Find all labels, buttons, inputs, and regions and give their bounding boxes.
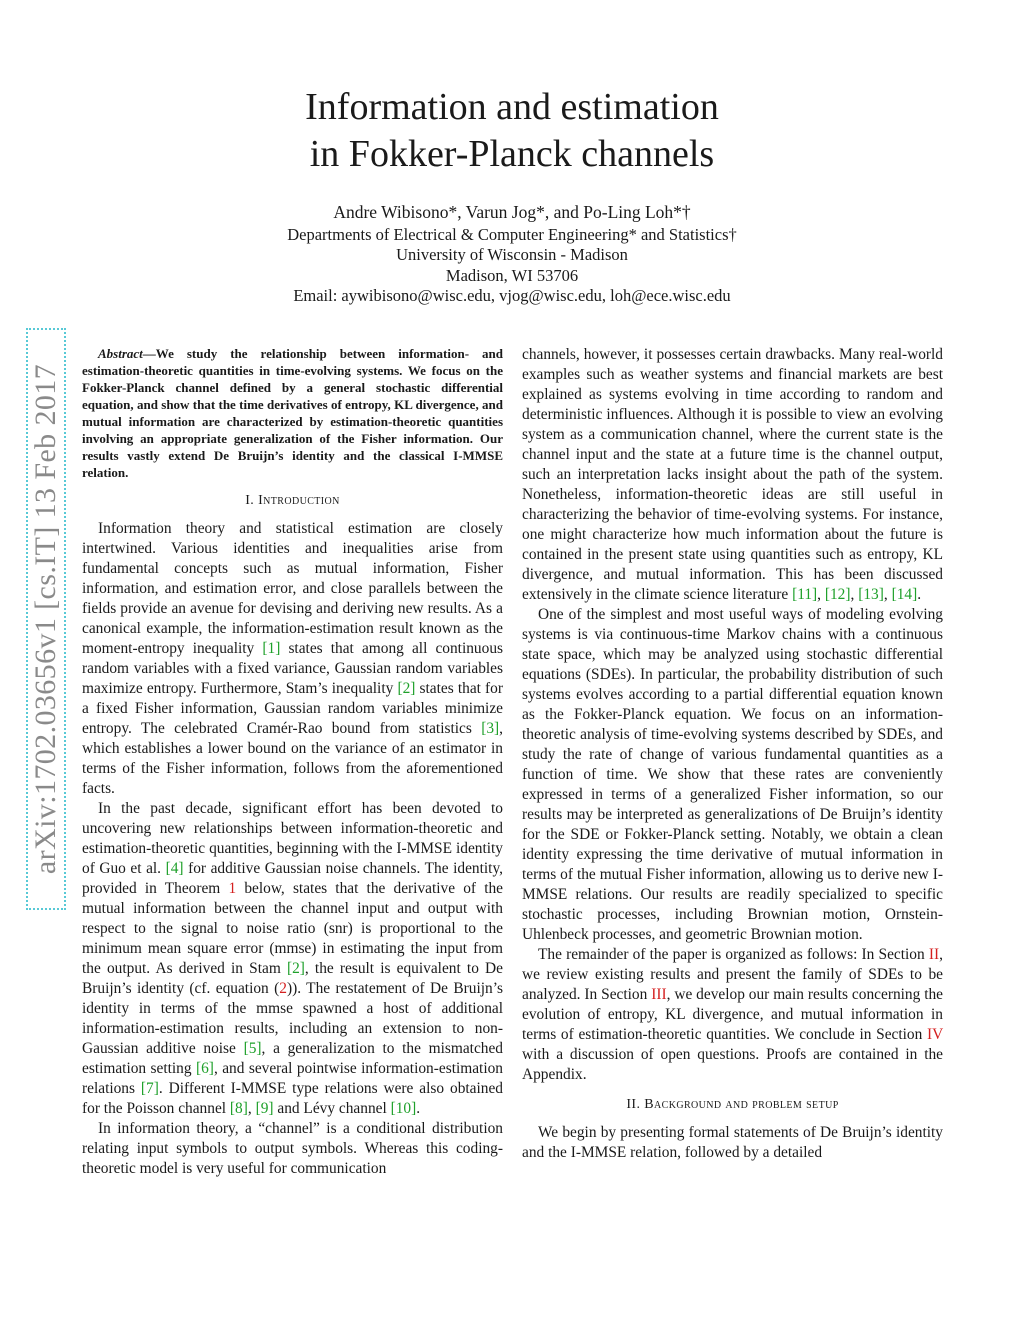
author-email: Email: aywibisono@wisc.edu, vjog@wisc.edu, loh@ece.wisc.edu [293,286,731,305]
section-link[interactable]: II [928,946,940,963]
intro-paragraph-3-continued: channels, however, it possesses certain drawbacks. Many real-world examples such as weather systems and financial markets are best explained as systems evolving in time according to random and deterministic influences. Although it is possible to view an evolving system as a communication channel, where the current state is the channel input and the state at a future time is the channel output, such an interpretation lacks insight about the path of the system. Nonetheless, information-theoretic ideas are still useful in characterizing the behavior of time-evolving systems. For instance, one might characterize how much information about the future is contained in the present state using quantities such as entropy, KL divergence, and mutual information. This has been discussed extensively in the climate science literature [11], [12], [13], [14]. [522,346,943,603]
citation-link[interactable]: [8] [229,1100,248,1117]
intro-paragraph-3: In information theory, a “channel” is a conditional distribution relating input symbols to output symbols. Whereas this coding-theoretic model is very useful for communication [82,1120,503,1177]
intro-paragraph-4: One of the simplest and most useful ways of modeling evolving systems is via continuous-time Markov chains with a continuous state space, which may be analyzed using stochastic differential equations (SDEs). In particular, the probability distribution of such systems evolves according to a partial differential equation known as the Fokker-Planck equation. We focus on an information-theoretic analysis of time-evolving systems described by SDEs, and study the rate of change of various fundamental quantities as a function of time. We show that these rates are conveniently expressed in terms of a generalized Fisher information, so our results may be interpreted as generalizations of De Bruijn’s identity for the SDE or Fokker-Planck setting. Notably, we obtain a clean identity expressing the time derivative of mutual information in terms of the mutual Fisher information, allowing us to derive new I-MMSE relations. Our results are readily specialized to specific stochastic processes, including Brownian motion, Ornstein-Uhlenbeck processes, and geometric Brownian motion. [522,606,943,943]
left-column [82,345,503,1179]
citation-link[interactable]: [11] [792,586,818,603]
equation-link[interactable]: 2 [279,980,287,997]
paper-title [0,84,1024,178]
citation-link[interactable]: [9] [255,1100,274,1117]
citation-link[interactable]: [1] [262,640,281,657]
intro-paragraph-1: Information theory and statistical estimation are closely intertwined. Various identities and inequalities arise from fundamental concepts such as mutual information, Fisher information, and estimation error, and close parallels between the fields provide an avenue for devising and deriving new results. As a canonical example, the information-estimation result known as the moment-entropy inequality [1] states that among all continuous random variables with a fixed variance, Gaussian random variables maximize entropy. Furthermore, Stam’s inequality [2] states that for a fixed Fisher information, Gaussian random variables minimize entropy. The celebrated Cramér-Rao bound from statistics [3], which establishes a lower bound on the variance of an estimator in terms of the Fisher information, follows from the aforementioned facts. [82,520,504,797]
abstract [82,345,503,481]
author-affiliation: Departments of Electrical & Computer Engineering* and Statistics† [287,224,737,244]
right-column [522,345,943,1163]
background-paragraph-1: We begin by presenting formal statements of De Bruijn’s identity and the I-MMSE relation, followed by a detailed [522,1124,943,1161]
section-link[interactable]: IV [927,1026,943,1043]
citation-link[interactable]: [10] [390,1100,417,1117]
citation-link[interactable]: [12] [824,586,851,603]
abstract-label: Abstract [98,346,143,361]
author-address: Madison, WI 53706 [445,265,579,285]
arxiv-stamp[interactable] [26,328,66,910]
author-university: University of Wisconsin - Madison [396,245,628,264]
author-names: Andre Wibisono*, Varun Jog*, and Po-Ling Loh*† [333,202,691,222]
citation-link[interactable]: [2] [397,680,416,697]
section-heading-introduction: I. Introduction [245,493,340,508]
intro-paragraph-2: In the past decade, significant effort has been devoted to uncovering new relationships between information-theoretic and estimation-theoretic quantities, beginning with the I-MMSE identity of Guo et al. [4] for additive Gaussian noise channels. The identity, provided in Theorem 1 below, states that the derivative of the mutual information between the channel input and output with respect to the signal to noise ratio (snr) is proportional to the minimum mean square error (mmse) in estimating the input from the output. As derived in Stam [2], the result is equivalent to De Bruijn’s identity (cf. equation (2)). The restatement of De Bruijn’s identity in terms of the mmse spawned a host of additional information-estimation results, including an extension to non-Gaussian additive noise [5], a generalization to the mismatched estimation setting [6], and several pointwise information-estimation relations [7]. Different I-MMSE type relations were also obtained for the Poisson channel [8], [9] and Lévy channel [10]. [82,800,504,1117]
citation-link[interactable]: [3] [481,720,500,737]
theorem-link[interactable]: 1 [228,880,237,897]
title-line-2: in Fokker-Planck channels [309,133,715,175]
arxiv-id: arXiv:1702.03656v1 [cs.IT] 13 Feb 2017 [29,363,62,875]
citation-link[interactable]: [2] [286,960,305,977]
citation-link[interactable]: [14] [891,586,918,603]
citation-link[interactable]: [13] [858,586,884,603]
section-heading-background: II. Background and problem setup [626,1097,839,1112]
citation-link[interactable]: [6] [195,1060,214,1077]
citation-link[interactable]: [4] [165,860,184,877]
citation-link[interactable]: [5] [243,1040,262,1057]
author-block [0,202,1024,307]
intro-paragraph-5: The remainder of the paper is organized as follows: In Section II, we review existing results and present the family of SDEs to be analyzed. In Section III, we develop our main results concerning the evolution of entropy, KL divergence, and mutual information in terms of estimation-theoretic quantities. We conclude in Section IV with a discussion of open questions. Proofs are contained in the Appendix. [522,946,944,1083]
section-link[interactable]: III [651,986,667,1003]
title-line-1: Information and estimation [305,86,719,128]
abstract-text: —We study the relationship between information- and estimation-theoretic quantities in time-evolving systems. We focus on the Fokker-Planck channel defined by a general stochastic differential equation, and show that the time derivatives of entropy, KL divergence, and mutual information are characterized by estimation-theoretic quantities involving an appropriate generalization of the Fisher information. Our results vastly extend De Bruijn’s identity and the classical I-MMSE relation. [82,346,503,480]
citation-link[interactable]: [7] [140,1080,159,1097]
